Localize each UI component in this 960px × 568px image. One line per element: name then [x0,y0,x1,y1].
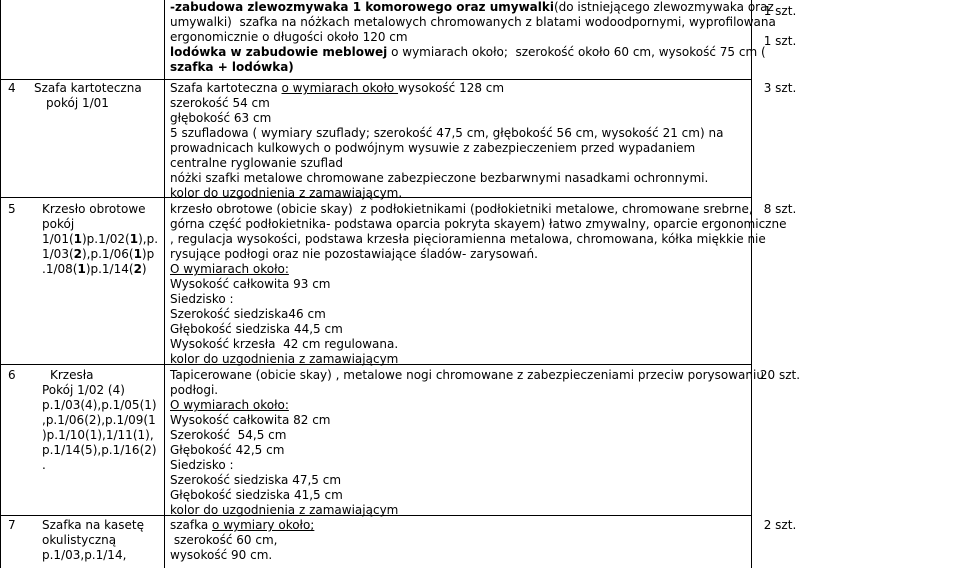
text-line [170,488,748,503]
text-run: 1 [73,232,82,246]
text-line [170,368,764,383]
text-run: (do istniejącego zlewozmywaka oraz [553,0,774,14]
row-number: 7 [8,518,16,532]
text-line [170,156,748,171]
text-line [170,217,787,232]
text-run: ) [141,262,147,276]
text-run: Wysokość całkowita 82 cm [170,413,331,427]
text-run: 1/03( [42,247,74,261]
item-name-line: okulistyczną [42,533,117,547]
row-number: 5 [8,202,16,216]
text-run: O wymiarach około: [170,398,289,412]
text-line [42,202,162,217]
text-line [170,383,748,398]
text-line [170,413,748,428]
text-run: 1/01( [42,232,74,246]
text-run: Głębokość 42,5 cm [170,443,285,457]
text-run: szerokość 54 cm [170,96,270,110]
row-item-name [42,518,162,563]
item-name-line: p.1/14(5),p.1/16(2) [42,443,157,457]
row-desc [170,518,748,563]
qty-value: 2 szt. [763,518,797,532]
qty-value: 3 szt. [763,81,797,95]
text-line [42,262,162,277]
text-run: kolor do uzgodnienia z zamawiającym. [170,186,403,200]
text-run: ),p.1/06( [82,247,134,261]
text-run: )p.1/14( [85,262,134,276]
text-line [42,217,162,232]
text-run: 1 [77,262,86,276]
text-run: wysokość 128 cm [398,81,505,95]
text-run: o wymiarach około; szerokość około 60 cm, wysokość 75 cm ( [387,45,766,59]
text-run: głębokość 63 cm [170,111,272,125]
text-line [170,518,748,533]
table-border-left-col [0,0,1,568]
row-qty [752,368,808,383]
text-line [170,443,748,458]
text-run: rysujące podłogi oraz nie pozostawiające śladów- zarysowań. [170,247,538,261]
item-name-line: Krzesła [50,368,94,382]
row-number: 6 [8,368,16,382]
text-line [170,262,748,277]
text-run: szafka [170,518,213,532]
text-line [170,473,748,488]
row-item-name [42,202,162,277]
text-run: górna część podłokietnika- podstawa oparcia pokryta skayem) łatwo zmywalny, oparcie ergonomiczne [170,217,787,231]
text-line [170,81,748,96]
text-run: ergonomicznie o długości około 120 cm [170,30,408,44]
item-name-line: Szafa kartoteczna [34,81,142,95]
text-run: szerokość 60 cm, [170,533,278,547]
qty-value: 20 szt. [759,368,801,382]
text-run: 5 szufladowa ( wymiary szuflady; szerokość 47,5 cm, głębokość 56 cm, wysokość 21 cm) na [170,126,724,140]
text-line [170,247,748,262]
text-run: Szerokość siedziska 47,5 cm [170,473,342,487]
text-run: Wysokość całkowita 93 cm [170,277,331,291]
text-line [170,111,748,126]
text-line [42,247,162,262]
text-run: o wymiarach około [281,81,399,95]
item-name-line: Szafka na kasetę [42,518,144,532]
text-line [42,232,162,247]
text-run: ),p. [138,232,159,246]
text-run: Głębokość siedziska 44,5 cm [170,322,343,336]
text-run: Głębokość siedziska 41,5 cm [170,488,343,502]
text-run: umywalki) szafka na nóżkach metalowych chromowanych z blatami wodoodpornymi, wyprofilowana [170,15,776,29]
text-line [170,60,748,75]
text-line [170,322,748,337]
text-line [170,352,748,367]
text-line [170,0,774,15]
qty-value: 8 szt. [763,202,797,216]
text-run: podłogi. [170,383,219,397]
text-run: 2 [73,247,82,261]
text-line [170,15,776,30]
text-line [170,337,748,352]
text-run: Szerokość siedziska46 cm [170,307,326,321]
text-run: )p.1/02( [82,232,130,246]
text-line [170,126,748,141]
item-name-line: )p.1/10(1),1/11(1), [42,428,154,442]
text-run: Tapicerowane (obicie skay) , metalowe nogi chromowane z zabezpieczeniami przeciw porysowaniu [170,368,764,382]
text-run: Szerokość 54,5 cm [170,428,287,442]
text-line [170,171,748,186]
text-line [170,186,748,201]
text-run: , regulacja wysokości, podstawa krzesła pięcioramienna metalowa, chromowana, kółka miękkie nie [170,232,766,246]
item-name-line: Pokój 1/02 (4) [42,383,125,397]
text-line [170,458,748,473]
row-desc [170,0,776,75]
row-number: 4 [8,81,16,95]
item-name-line: . [42,458,46,472]
text-run: prowadnicach kulkowych o podwójnym wysuwie z zabezpieczeniem przed wypadaniem [170,141,696,155]
text-line [170,96,748,111]
item-name-line: ,p.1/06(2),p.1/09(1 [42,413,156,427]
text-run: nóżki szafki metalowe chromowane zabezpieczone bezbarwnymi nasadkami ochronnymi. [170,171,709,185]
row-qty [752,518,808,533]
text-run: lodówka w zabudowie meblowej [170,45,388,59]
table-border-name-col [164,0,165,568]
row-desc [170,81,748,201]
text-run: O wymiarach około: [170,262,289,276]
text-line [170,232,766,247]
item-name-line: pokój 1/01 [46,96,109,110]
text-line [170,292,748,307]
table-row-divider [0,79,751,80]
text-run: Krzesło obrotowe [42,202,146,216]
text-run: kolor do uzgodnienia z zamawiającym [170,352,399,366]
text-line [170,503,748,518]
text-run: .1/08( [42,262,78,276]
text-run: Siedzisko : [170,292,234,306]
text-run: 2 [133,262,142,276]
text-run: 1 [129,232,139,246]
text-line [170,141,748,156]
row-qty [752,202,808,217]
text-line [170,277,748,292]
text-line [170,428,748,443]
text-run: Wysokość krzesła 42 cm regulowana. [170,337,399,351]
text-run: Szafa kartoteczna [170,81,282,95]
text-run: Siedzisko : [170,458,234,472]
text-run: )p [141,247,155,261]
text-line [170,533,748,548]
text-run: pokój [42,217,75,231]
text-run: o wymiary około; [212,518,315,532]
text-run: 1 [133,247,142,261]
qty-value: 1 szt. [763,4,797,18]
row-item-name [34,81,162,111]
text-line [170,398,748,413]
row-qty [752,4,808,49]
text-run: centralne ryglowanie szuflad [170,156,344,170]
text-run: kolor do uzgodnienia z zamawiającym [170,503,399,517]
text-line [170,30,748,45]
text-run: szafka + lodówka) [170,60,294,74]
text-line [170,307,748,322]
text-run: -zabudowa zlewozmywaka 1 komorowego oraz umywalki [170,0,554,14]
row-desc [170,368,764,518]
item-name-line: p.1/03(4),p.1/05(1) [42,398,157,412]
item-name-line: p.1/03,p.1/14, [42,548,127,562]
text-line [170,45,766,60]
text-line [170,548,748,563]
text-run: wysokość 90 cm. [170,548,273,562]
text-run: krzesło obrotowe (obicie skay) z podłokietnikami (podłokietniki metalowe, chromowane srebrne, [170,202,753,216]
row-item-name [42,368,162,473]
row-qty [752,81,808,96]
text-line [170,202,753,217]
qty-value: 1 szt. [763,34,797,48]
